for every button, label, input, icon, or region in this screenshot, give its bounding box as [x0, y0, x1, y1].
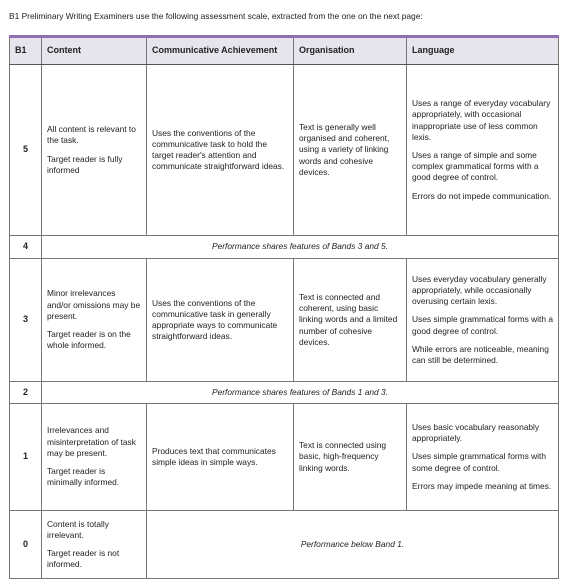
organisation-text: Text is generally well organised and coherent, using a variety of linking words and cohesive devices.	[299, 121, 390, 177]
band-5-row	[10, 65, 559, 236]
content-text: Target reader is not informed.	[47, 548, 120, 570]
header-row	[10, 37, 559, 65]
content-cell	[42, 511, 147, 579]
content-text: Content is totally irrelevant.	[47, 518, 109, 540]
language-text: Errors do not impede communication.	[412, 190, 552, 201]
band-0-row	[10, 511, 559, 579]
header-language: Language	[407, 37, 559, 65]
header-communicative-achievement: Communicative Achievement	[147, 37, 294, 65]
communicative-achievement-cell	[147, 65, 294, 236]
language-cell	[407, 404, 559, 511]
band-number: 1	[10, 404, 42, 511]
language-text: Uses simple grammatical forms with some degree of control.	[412, 451, 547, 473]
band-1-row	[10, 404, 559, 511]
organisation-cell	[294, 404, 407, 511]
language-text: Uses basic vocabulary reasonably appropriately.	[412, 421, 540, 444]
language-cell	[407, 65, 559, 236]
language-cell	[407, 259, 559, 382]
communicative-text: Uses the conventions of the communicative task in generally appropriate ways to communicate straightforward ideas.	[152, 297, 278, 342]
organisation-cell	[294, 65, 407, 236]
assessment-scale-table	[9, 35, 559, 579]
band-description: Performance shares features of Bands 1 and 3.	[42, 382, 559, 404]
content-cell	[42, 65, 147, 236]
communicative-achievement-cell	[147, 404, 294, 511]
band-number: 3	[10, 259, 42, 382]
content-cell	[42, 259, 147, 382]
content-text: Irrelevances and misinterpretation of task may be present.	[47, 425, 136, 458]
communicative-achievement-cell	[147, 259, 294, 382]
band-description: Performance below Band 1.	[147, 511, 559, 579]
language-text: While errors are noticeable, meaning can still be determined.	[412, 343, 549, 365]
organisation-text: Text is connected using basic, high-frequency linking words.	[299, 440, 387, 473]
band-number: 0	[10, 511, 42, 579]
content-text: Target reader is fully informed	[47, 153, 123, 175]
organisation-cell	[294, 259, 407, 382]
band-3-row	[10, 259, 559, 382]
language-text: Uses everyday vocabulary generally appropriately, while occasionally overusing certain lexis.	[412, 273, 547, 307]
band-number: 4	[10, 236, 42, 259]
content-text: Target reader is on the whole informed.	[47, 329, 131, 351]
language-text: Errors may impede meaning at times.	[412, 480, 552, 491]
content-cell	[42, 404, 147, 511]
band-2-row	[10, 382, 559, 404]
band-number: 2	[10, 382, 42, 404]
header-content: Content	[42, 37, 147, 65]
band-4-row	[10, 236, 559, 259]
language-text: Uses simple grammatical forms with a good degree of control.	[412, 314, 554, 336]
communicative-text: Produces text that communicates simple ideas in simple ways.	[152, 445, 276, 467]
content-text: Target reader is minimally informed.	[47, 466, 120, 488]
band-number: 5	[10, 65, 42, 236]
language-text: Uses a range of simple and some complex grammatical forms with a good degree of control.	[412, 150, 539, 183]
communicative-text: Uses the conventions of the communicative task to hold the target reader's attention and communicate straightforward ideas.	[152, 127, 285, 172]
content-text: All content is relevant to the task.	[47, 124, 136, 146]
header-band: B1	[10, 37, 42, 65]
language-text: Uses a range of everyday vocabulary appropriately, with occasional inappropriate use of less common lexis.	[412, 98, 551, 142]
organisation-text: Text is connected and coherent, using basic linking words and a limited number of cohesive devices.	[299, 291, 398, 347]
content-text: Minor irrelevances and/or omissions may be present.	[47, 288, 141, 321]
band-description: Performance shares features of Bands 3 and 5.	[42, 236, 559, 259]
header-organisation: Organisation	[294, 37, 407, 65]
intro-text: B1 Preliminary Writing Examiners use the following assessment scale, extracted from the one on the next page:	[9, 11, 423, 21]
